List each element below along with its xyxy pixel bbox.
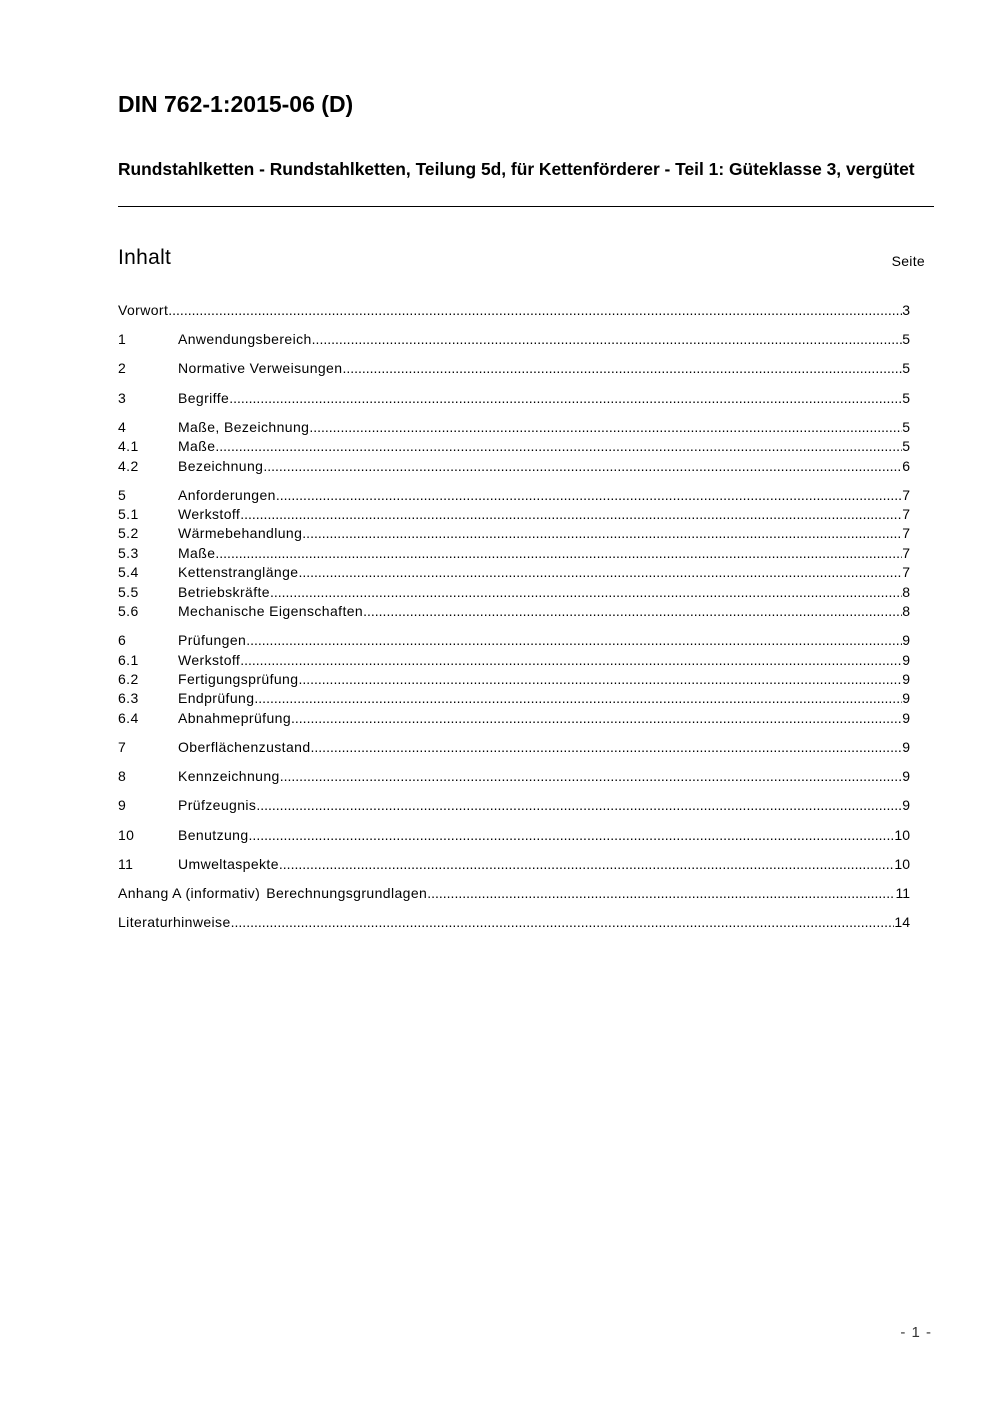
toc-entry-number: 3: [118, 389, 127, 406]
toc-entry-page: 6: [902, 457, 910, 474]
toc-entry-title: Abnahmeprüfung: [178, 709, 292, 726]
toc-entry-page: 9: [902, 690, 910, 707]
page-column-label: Seite: [891, 253, 925, 269]
toc-entry-title: Umweltaspekte: [178, 855, 279, 872]
toc-entry-number: 6.2: [118, 671, 139, 688]
toc-dot-leader: [215, 544, 902, 563]
toc-entry-number: 5.4: [118, 564, 139, 581]
toc-entry-page: 7: [902, 525, 910, 542]
toc-dot-leader: [240, 505, 902, 524]
toc-entry-number: 4.2: [118, 457, 139, 474]
toc-entry[interactable]: [118, 709, 910, 728]
toc-entry-title: Mechanische Eigenschaften: [178, 603, 364, 620]
toc-entry-page: 8: [902, 603, 910, 620]
toc-dot-leader: [298, 563, 902, 582]
toc-entry-page: 9: [902, 651, 910, 668]
toc-entry-title: Maße: [178, 544, 216, 561]
toc-dot-leader: [270, 583, 902, 602]
toc-entry-page: 9: [902, 632, 910, 649]
toc-dot-leader: [311, 738, 903, 757]
toc-entry-number: 6: [118, 632, 127, 649]
toc-entry-page: 9: [902, 709, 910, 726]
toc-entry-title: Kettenstranglänge: [178, 564, 299, 581]
toc-entry[interactable]: [118, 457, 910, 476]
toc-entry[interactable]: [118, 505, 910, 524]
toc-entry-title: Literaturhinweise: [118, 914, 231, 931]
toc-entry-page: 9: [902, 797, 910, 814]
toc-dot-leader: [256, 796, 902, 815]
toc-entry-page: 5: [902, 438, 910, 455]
toc-entry[interactable]: [118, 544, 910, 563]
toc-entry-number: 6.3: [118, 690, 139, 707]
toc-dot-leader: [298, 670, 902, 689]
toc-entry-title: Vorwort: [118, 301, 169, 318]
toc-entry[interactable]: [118, 301, 910, 320]
toc-entry-number: 7: [118, 738, 127, 755]
toc-entry-number: 2: [118, 360, 127, 377]
toc-entry-number: 5.2: [118, 525, 139, 542]
table-of-contents: [118, 301, 910, 933]
toc-entry-page: 7: [902, 544, 910, 561]
title-divider: [118, 206, 934, 207]
toc-entry-number: 5.1: [118, 506, 139, 523]
toc-entry-page: 10: [894, 826, 910, 843]
toc-entry-title: Bezeichnung: [178, 457, 264, 474]
toc-dot-leader: [291, 709, 902, 728]
document-subtitle: Rundstahlketten - Rundstahlketten, Teilung 5d, für Kettenförderer - Teil 1: Güteklasse 3, vergütet: [118, 159, 915, 179]
toc-entry-number: 11: [118, 855, 134, 872]
toc-entry[interactable]: [118, 855, 910, 874]
toc-entry-page: 9: [902, 768, 910, 785]
toc-entry-title: Werkstoff: [178, 506, 241, 523]
toc-entry-title: Benutzung: [178, 826, 249, 843]
toc-entry[interactable]: [118, 826, 910, 845]
toc-dot-leader: [246, 631, 902, 650]
toc-entry-page: 8: [902, 583, 910, 600]
toc-dot-leader: [215, 437, 902, 456]
toc-entry[interactable]: [118, 796, 910, 815]
toc-entry[interactable]: [118, 437, 910, 456]
toc-entry[interactable]: [118, 689, 910, 708]
toc-entry-number: 4: [118, 418, 127, 435]
toc-dot-leader: [302, 525, 902, 544]
toc-entry[interactable]: [118, 913, 910, 932]
toc-entry-title: Maße: [178, 438, 216, 455]
toc-entry[interactable]: [118, 418, 910, 437]
toc-entry-title: Normative Verweisungen: [178, 360, 343, 377]
toc-entry-page: 10: [894, 855, 910, 872]
toc-dot-leader: [280, 767, 902, 786]
toc-entry[interactable]: [118, 631, 910, 650]
toc-dot-leader: [342, 359, 902, 378]
toc-entry-number: 4.1: [118, 438, 139, 455]
toc-dot-leader: [240, 651, 902, 670]
toc-dot-leader: [312, 330, 903, 349]
toc-entry[interactable]: [118, 651, 910, 670]
toc-dot-leader: [309, 418, 902, 437]
toc-heading: Inhalt: [118, 246, 172, 269]
toc-entry-page: 5: [902, 360, 910, 377]
toc-entry[interactable]: [118, 563, 910, 582]
toc-entry-title: Fertigungsprüfung: [178, 671, 299, 688]
toc-entry-title: Betriebskräfte: [178, 583, 270, 600]
toc-dot-leader: [427, 884, 895, 903]
toc-entry-page: 7: [902, 486, 910, 503]
toc-entry-title: Prüfzeugnis: [178, 797, 257, 814]
toc-entry[interactable]: [118, 602, 910, 621]
toc-dot-leader: [363, 602, 902, 621]
toc-dot-leader: [254, 689, 902, 708]
toc-entry-title: Endprüfung: [178, 690, 255, 707]
toc-entry[interactable]: [118, 884, 910, 903]
toc-entry-title: Maße, Bezeichnung: [178, 418, 310, 435]
toc-entry[interactable]: [118, 525, 910, 544]
toc-entry-page: 11: [895, 884, 910, 901]
document-title: DIN 762-1:2015-06 (D): [118, 91, 354, 117]
toc-entry[interactable]: [118, 486, 910, 505]
toc-entry-page: 5: [902, 418, 910, 435]
page-number: - 1 -: [900, 1324, 932, 1341]
toc-entry-number: 6.4: [118, 709, 139, 726]
toc-entry-title: Anwendungsbereich: [178, 331, 312, 348]
toc-entry-title: Oberflächenzustand: [178, 738, 311, 755]
toc-entry-title: Anhang A (informativ): [118, 884, 261, 901]
toc-entry[interactable]: [118, 738, 910, 757]
toc-entry[interactable]: [118, 767, 910, 786]
toc-entry-page: 14: [894, 914, 910, 931]
toc-entry-title: Prüfungen: [178, 632, 247, 649]
toc-entry-page: 9: [902, 671, 910, 688]
toc-entry-number: 1: [118, 331, 127, 348]
toc-entry[interactable]: [118, 389, 910, 408]
toc-dot-leader: [249, 826, 895, 845]
toc-entry-title: Kennzeichnung: [178, 768, 280, 785]
toc-dot-leader: [263, 457, 902, 476]
toc-entry-page: 3: [902, 301, 910, 318]
toc-dot-leader: [279, 855, 895, 874]
toc-entry-title: Wärmebehandlung: [178, 525, 303, 542]
toc-entry[interactable]: [118, 670, 910, 689]
toc-entry-title: Werkstoff: [178, 651, 241, 668]
toc-entry-title: Anforderungen: [178, 486, 276, 503]
toc-entry-number: 5.5: [118, 583, 139, 600]
toc-entry-page: 7: [902, 564, 910, 581]
toc-dot-leader: [276, 486, 902, 505]
toc-entry[interactable]: [118, 330, 910, 349]
toc-entry[interactable]: [118, 359, 910, 378]
toc-dot-leader: [231, 913, 895, 932]
toc-dot-leader: [229, 389, 902, 408]
toc-entry-page: 7: [902, 506, 910, 523]
toc-entry-page: 9: [902, 738, 910, 755]
toc-entry-number: 9: [118, 797, 127, 814]
toc-entry-number: 5.6: [118, 603, 139, 620]
toc-entry-number: 10: [118, 826, 135, 843]
toc-entry-number: 8: [118, 768, 127, 785]
toc-entry-subtitle: Berechnungsgrundlagen: [266, 884, 428, 901]
toc-entry-number: 5: [118, 486, 127, 503]
toc-entry-number: 5.3: [118, 544, 139, 561]
toc-entry-title: Begriffe: [178, 389, 230, 406]
toc-dot-leader: [168, 301, 902, 320]
toc-entry[interactable]: [118, 583, 910, 602]
toc-entry-page: 5: [902, 389, 910, 406]
toc-entry-page: 5: [902, 331, 910, 348]
toc-entry-number: 6.1: [118, 651, 139, 668]
